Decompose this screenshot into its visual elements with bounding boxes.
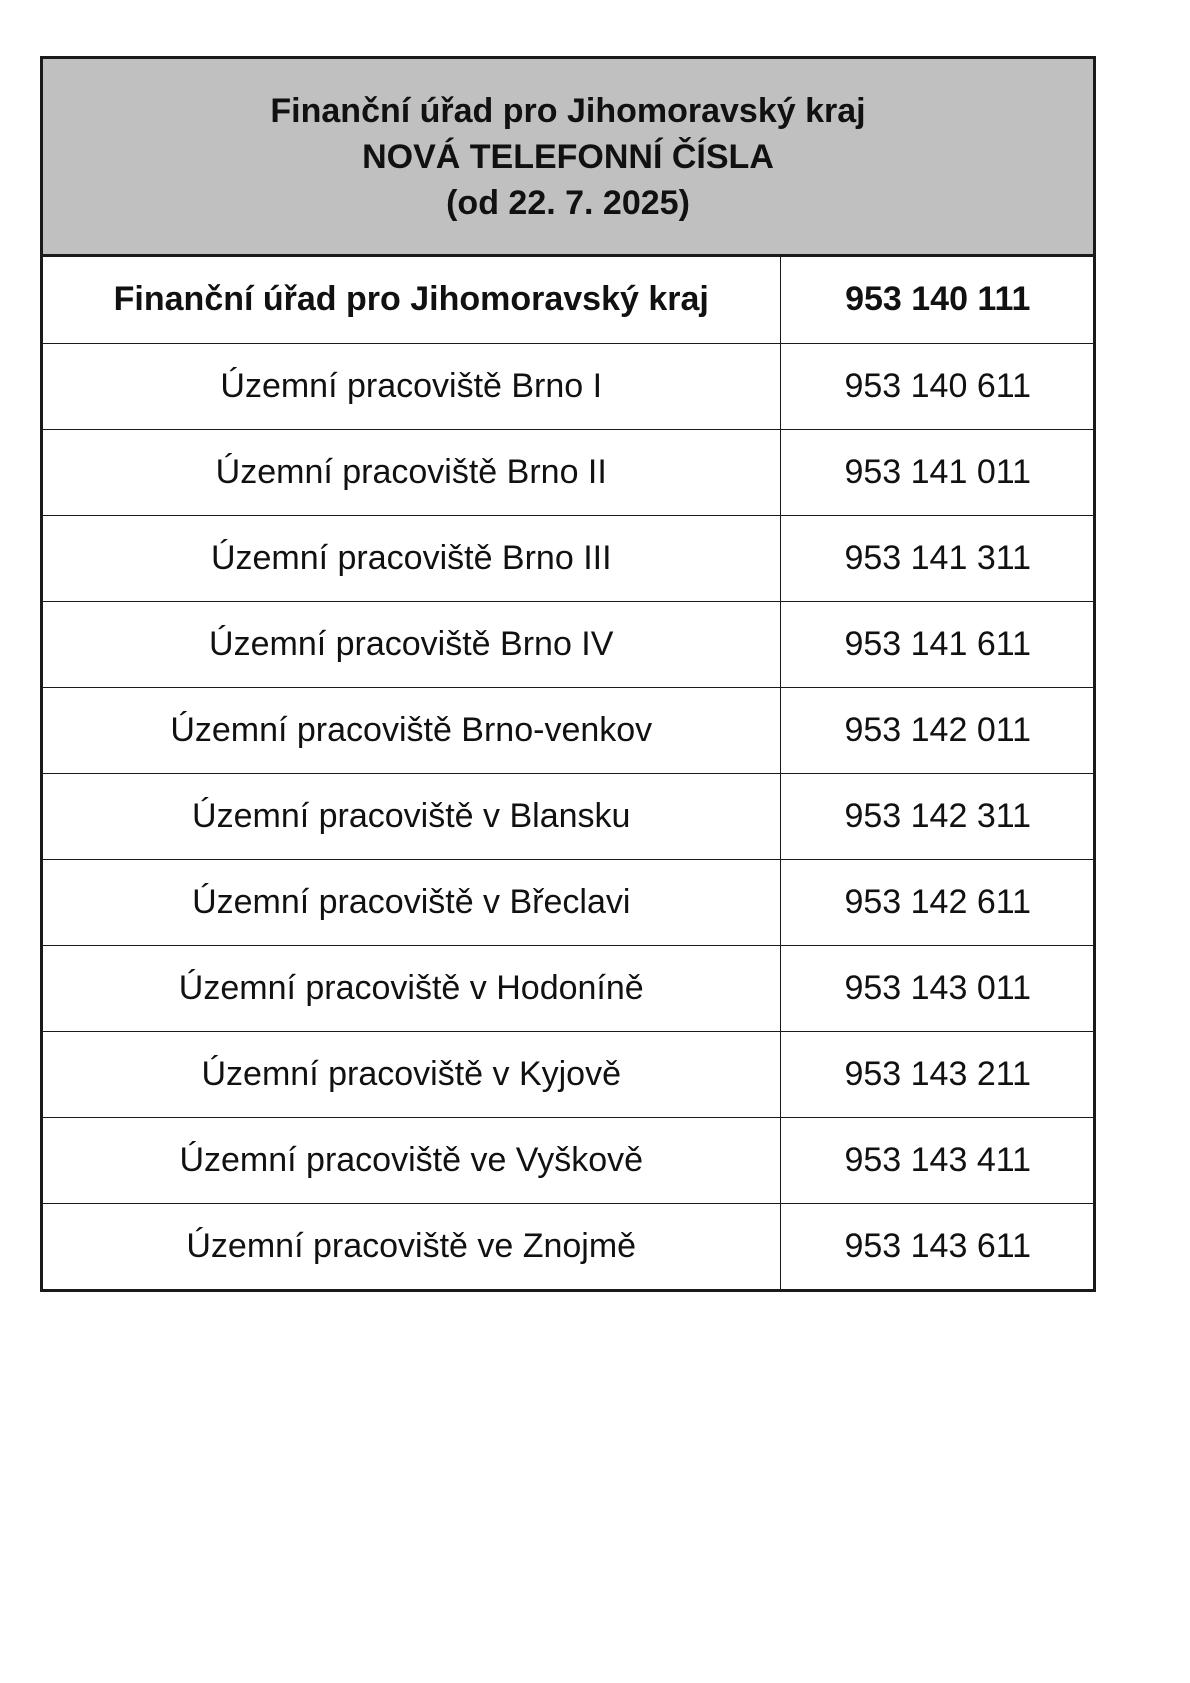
office-name-cell: Finanční úřad pro Jihomoravský kraj bbox=[43, 257, 780, 343]
office-name-cell: Územní pracoviště Brno II bbox=[43, 429, 780, 515]
office-name-cell: Územní pracoviště Brno I bbox=[43, 343, 780, 429]
phone-number-cell: 953 142 311 bbox=[780, 773, 1093, 859]
phone-number-cell: 953 141 611 bbox=[780, 601, 1093, 687]
office-name-cell: Územní pracoviště v Hodoníně bbox=[43, 945, 780, 1031]
phone-table-document bbox=[40, 56, 1096, 1292]
phone-number-cell: 953 141 011 bbox=[780, 429, 1093, 515]
table-row bbox=[43, 343, 1093, 429]
table-heading bbox=[43, 59, 1093, 257]
phone-number-table bbox=[43, 257, 1093, 1289]
table-row bbox=[43, 1203, 1093, 1289]
table-row bbox=[43, 515, 1093, 601]
table-row bbox=[43, 1031, 1093, 1117]
heading-effective-date: (od 22. 7. 2025) bbox=[446, 183, 690, 222]
phone-number-cell: 953 143 211 bbox=[780, 1031, 1093, 1117]
heading-office-name: Finanční úřad pro Jihomoravský kraj bbox=[270, 91, 866, 130]
office-name-cell: Územní pracoviště v Břeclavi bbox=[43, 859, 780, 945]
table-row bbox=[43, 429, 1093, 515]
office-name-cell: Územní pracoviště v Kyjově bbox=[43, 1031, 780, 1117]
phone-number-cell: 953 143 611 bbox=[844, 1226, 1032, 1265]
office-name-cell: Územní pracoviště v Blansku bbox=[43, 773, 780, 859]
office-name-cell: Územní pracoviště Brno-venkov bbox=[43, 687, 780, 773]
phone-number-cell: 953 141 311 bbox=[780, 515, 1093, 601]
phone-number-cell: 953 140 611 bbox=[780, 343, 1093, 429]
table-row bbox=[43, 1117, 1093, 1203]
phone-number-cell: 953 143 411 bbox=[780, 1117, 1093, 1203]
table-row bbox=[43, 601, 1093, 687]
phone-number-cell: 953 142 611 bbox=[780, 859, 1093, 945]
office-name-cell: Územní pracoviště Brno III bbox=[43, 515, 780, 601]
heading-title: NOVÁ TELEFONNÍ ČÍSLA bbox=[362, 137, 774, 176]
table-row bbox=[43, 773, 1093, 859]
table-row bbox=[43, 945, 1093, 1031]
table-row-main-office bbox=[43, 257, 1093, 343]
phone-number-cell: 953 143 011 bbox=[780, 945, 1093, 1031]
table-row bbox=[43, 859, 1093, 945]
phone-number-cell: 953 142 011 bbox=[780, 687, 1093, 773]
office-name-cell: Územní pracoviště ve Vyškově bbox=[43, 1117, 780, 1203]
office-name-cell: Územní pracoviště Brno IV bbox=[43, 601, 780, 687]
table-row bbox=[43, 687, 1093, 773]
phone-number-cell: 953 140 111 bbox=[780, 257, 1093, 343]
office-name-cell: Územní pracoviště ve Znojmě bbox=[43, 1203, 780, 1289]
